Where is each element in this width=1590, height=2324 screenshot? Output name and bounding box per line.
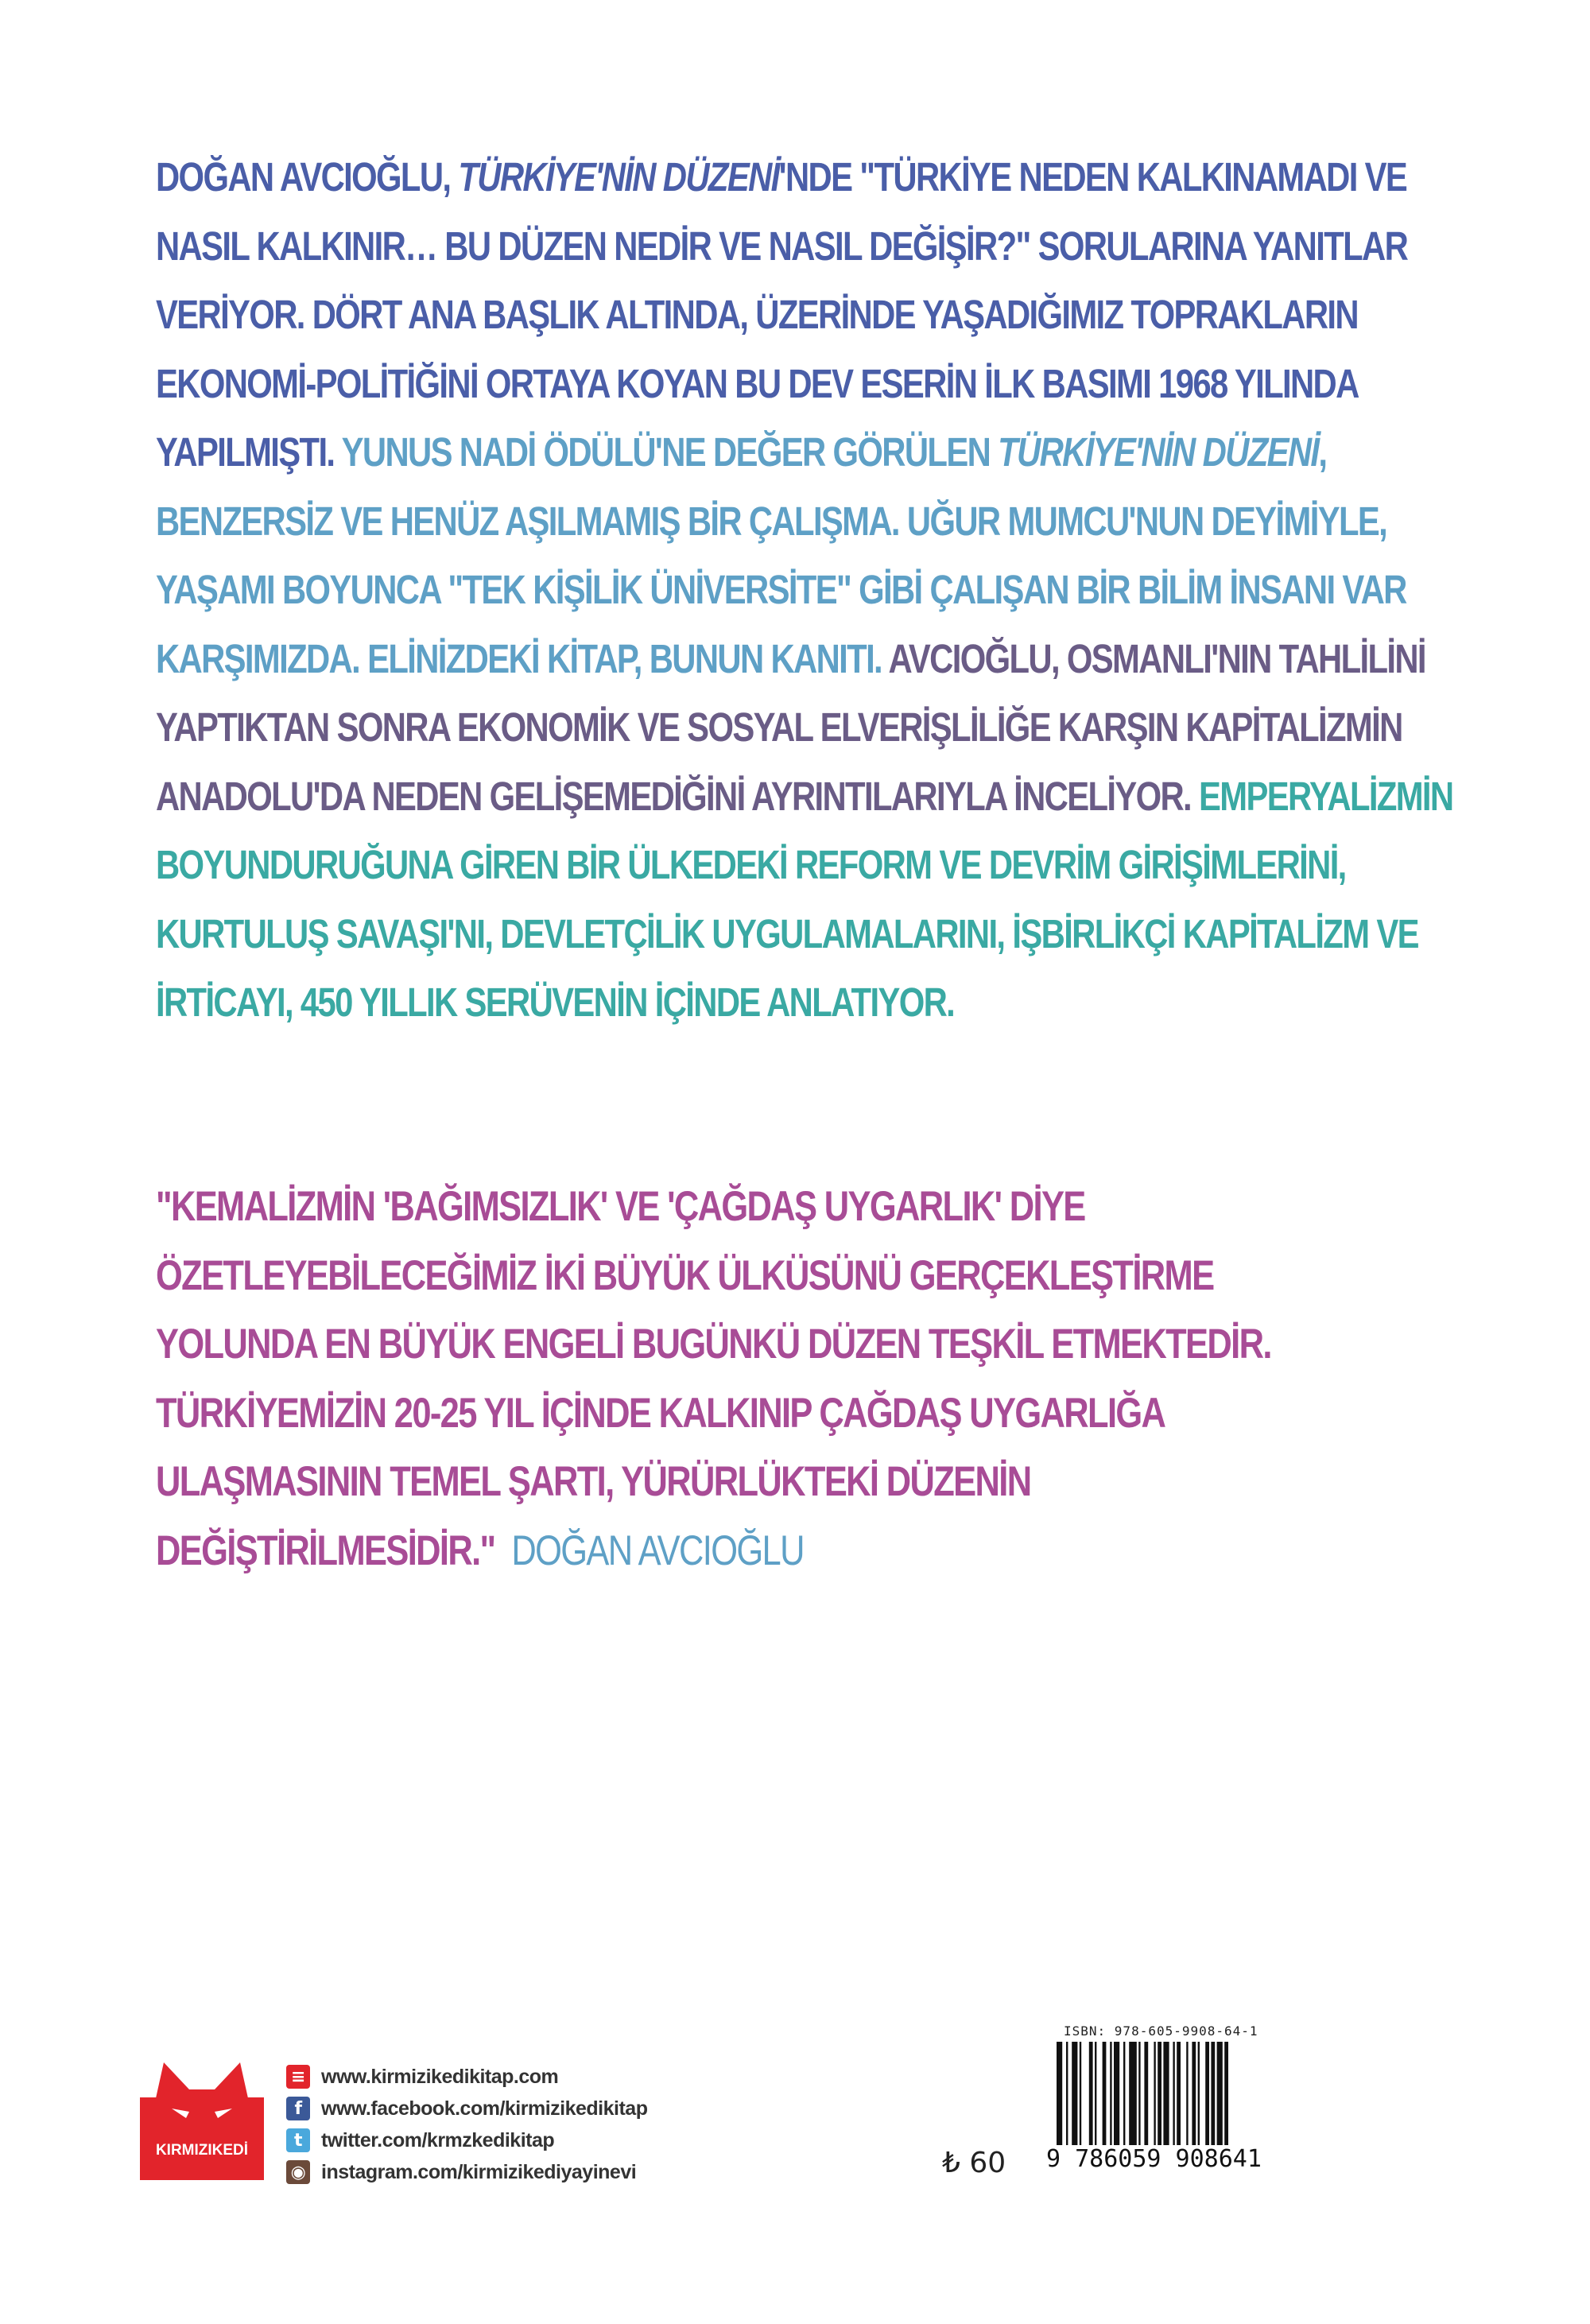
instagram-link[interactable] [286, 2156, 647, 2188]
blurb-part-4: , BENZERSİZ VE HENÜZ AŞILMAMIŞ BİR ÇALIŞMA. UĞUR MUMCU'NUN DEYİMİYLE, YAŞAMI BOYUNCA "TEK KİŞİLİK ÜNİVERSİTE" GİBİ ÇALIŞAN BİR BİLİM İNSANI VAR KARŞIMIZDA. ELİNİZDEKİ KİTAP, BUNUN KANITI. [156, 429, 1406, 681]
price-label: ₺ 60 [942, 2147, 1006, 2179]
logo-text: KIRMIZIKEDİ [155, 2142, 249, 2159]
blurb-part-2: 'NDE "TÜRKİYE NEDEN KALKINAMADI VE NASIL KALKINIR… BU DÜZEN NEDİR VE NASIL DEĞİŞİR?" SORULARINA YANITLAR VERİYOR. DÖRT ANA BAŞLIK ALTINDA, ÜZERİNDE YAŞADIĞIMIZ TOPRAKLARIN EKONOMİ-POLİTİĞİNİ ORTAYA KOYAN BU DEV ESERİN İLK BASIMI 1968 YILINDA YAPILMIŞTI. [156, 154, 1408, 475]
blurb-part-1: DOĞAN AVCIOĞLU, [156, 154, 459, 200]
contact-text: twitter.com/krmzkedikitap [321, 2128, 555, 2151]
quote-line-end: DEĞİŞTİRİLMESİDİR." [156, 1527, 495, 1574]
twitter-link[interactable] [286, 2124, 647, 2156]
blurb-part-5: AVCIOĞLU, OSMANLI'NIN TAHLİLİNİ YAPTIKTAN SONRA EKONOMİK VE SOSYAL ELVERİŞLİLİĞE KARŞIN KAPİTALİZMİN ANADOLU'DA NEDEN GELİŞEMEDİĞİNİ AYRINTILARIYLA İNCELİYOR. [156, 635, 1425, 819]
isbn-label: ISBN: 978-605-9908-64-1 [1064, 2023, 1258, 2039]
contact-text: www.kirmizikedikitap.com [321, 2065, 559, 2088]
blurb-text [156, 143, 1492, 1038]
author-quote [156, 1173, 1492, 1585]
blurb-part-6: EMPERYALİZMİN BOYUNDURUĞUNA GİREN BİR ÜLKEDEKİ REFORM VE DEVRİM GİRİŞİMLERİNİ, KURTULUŞ SAVAŞI'NI, DEVLETÇİLİK UYGULAMALARINI, İŞBİRLİKÇİ KAPİTALİZM VE İRTİCAYI, 450 YILLIK SERÜVENİN İÇİNDE ANLATIYOR. [156, 773, 1453, 1025]
instagram-icon: ◉ [286, 2160, 310, 2184]
publisher-contacts [286, 2061, 647, 2188]
facebook-link[interactable] [286, 2093, 647, 2124]
quote-line: YOLUNDA EN BÜYÜK ENGELİ BUGÜNKÜ DÜZEN TEŞKİL ETMEKTEDİR. [156, 1321, 1271, 1368]
quote-last-line [156, 1517, 1492, 1586]
facebook-icon: f [286, 2097, 310, 2120]
contact-text: instagram.com/kirmizikediyayinevi [321, 2160, 637, 2183]
kirmizikedi-icon: ≡ [286, 2065, 310, 2089]
quote-line: TÜRKİYEMİZİN 20-25 YIL İÇİNDE KALKINIP ÇAĞDAŞ UYGARLIĞA [156, 1389, 1165, 1437]
contact-text: www.facebook.com/kirmizikedikitap [321, 2097, 648, 2120]
blurb-part-3: YUNUS NADİ ÖDÜLÜ'NE DEĞER GÖRÜLEN [341, 429, 999, 475]
quote-line: ÖZETLEYEBİLECEĞİMİZ İKİ BÜYÜK ÜLKÜSÜNÜ GERÇEKLEŞTİRME [156, 1251, 1214, 1299]
book-title-italic: TÜRKİYE'NİN DÜZENİ [458, 154, 779, 200]
barcode-digits: 9 786059 908641 [1043, 2145, 1265, 2173]
quote-line: ULAŞMASININ TEMEL ŞARTI, YÜRÜRLÜKTEKİ DÜZENİN [156, 1458, 1031, 1505]
quote-author: DOĞAN AVCIOĞLU [511, 1527, 804, 1574]
book-title-italic-2: TÜRKİYE'NİN DÜZENİ [998, 429, 1319, 475]
quote-line: "KEMALİZMİN 'BAĞIMSIZLIK' VE 'ÇAĞDAŞ UYGARLIK' DİYE [156, 1183, 1085, 1230]
website-link[interactable] [286, 2061, 647, 2093]
twitter-icon: t [286, 2128, 310, 2152]
publisher-logo [140, 2059, 264, 2180]
